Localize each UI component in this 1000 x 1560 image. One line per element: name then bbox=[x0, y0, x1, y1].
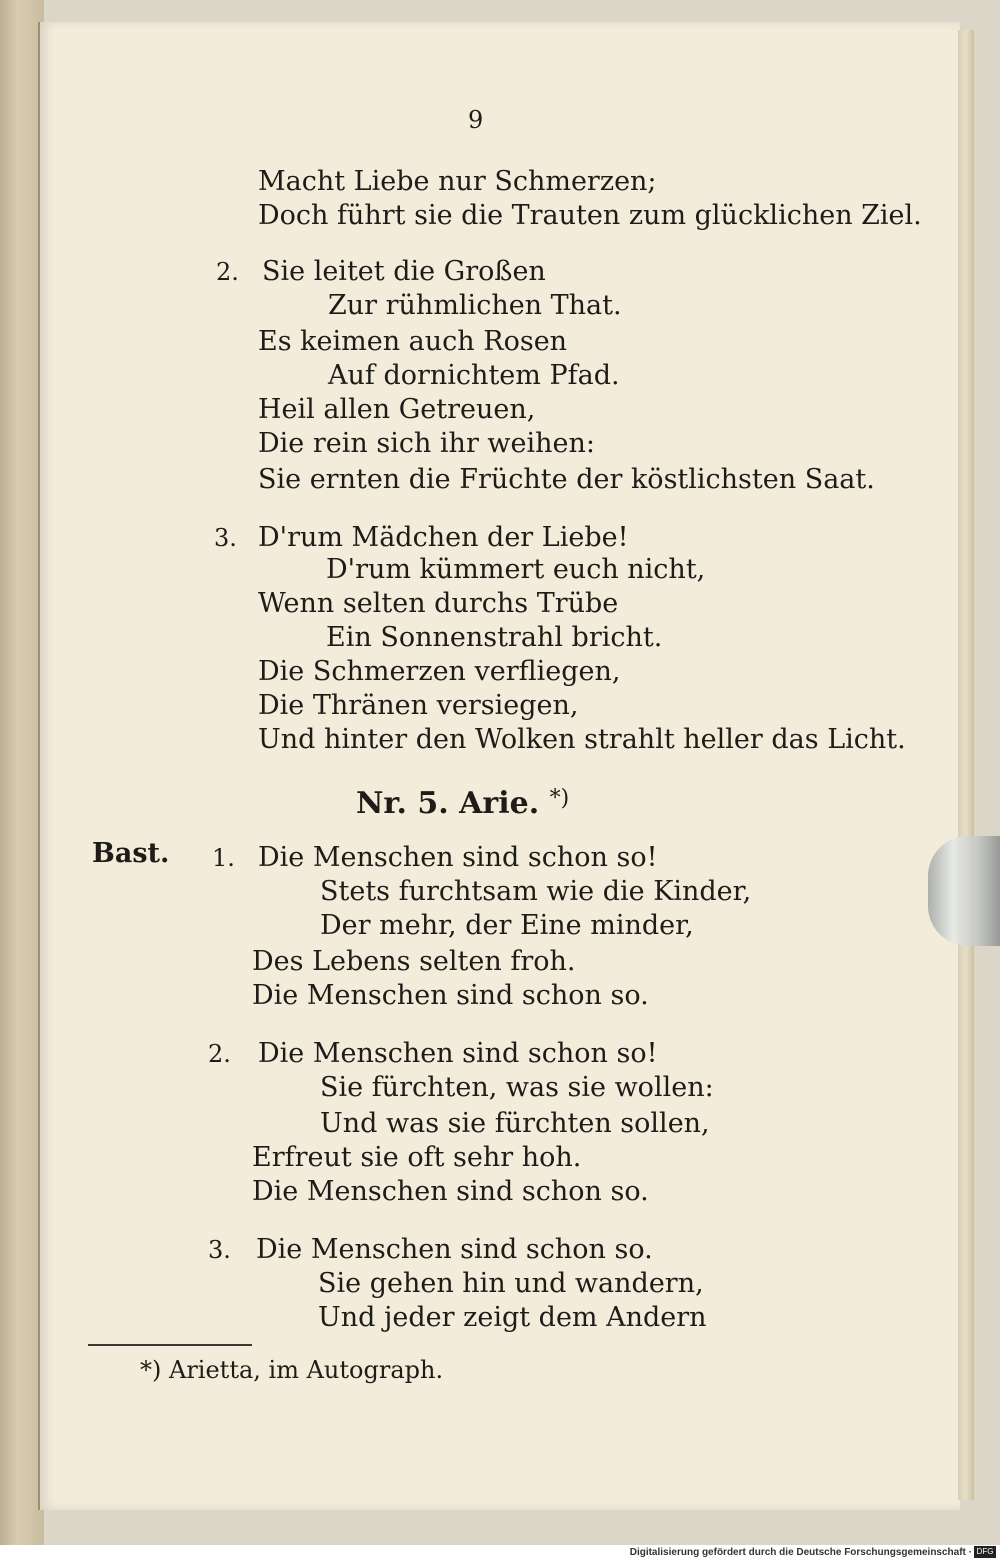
verse-line: D'rum kümmert euch nicht, bbox=[326, 554, 706, 585]
verse-line: Zur rühmlichen That. bbox=[328, 290, 622, 321]
verse-line: Erfreut sie oft sehr hoh. bbox=[252, 1142, 582, 1173]
verse-line: Sie leitet die Großen bbox=[262, 256, 546, 287]
dfg-logo: DFG bbox=[974, 1546, 996, 1558]
verse-line: Sie fürchten, was sie wollen: bbox=[320, 1072, 714, 1103]
verse-line: Macht Liebe nur Schmerzen; bbox=[258, 166, 657, 197]
section-heading bbox=[356, 786, 569, 821]
verse-line: Sie gehen hin und wandern, bbox=[318, 1268, 704, 1299]
verse-number: 3. bbox=[208, 1236, 231, 1264]
page-clip bbox=[928, 836, 1000, 946]
footnote: *) Arietta, im Autograph. bbox=[140, 1356, 444, 1384]
verse-line: Die Menschen sind schon so. bbox=[256, 1234, 653, 1265]
verse-line: Es keimen auch Rosen bbox=[258, 326, 568, 357]
verse-line: Und jeder zeigt dem Andern bbox=[318, 1302, 707, 1333]
verse-number: 2. bbox=[216, 258, 239, 286]
verse-line: Sie ernten die Früchte der köstlichsten Saat. bbox=[258, 464, 875, 495]
verse-number: 2. bbox=[208, 1040, 231, 1068]
verse-line: Die Menschen sind schon so. bbox=[252, 980, 649, 1011]
verse-line: Ein Sonnenstrahl bricht. bbox=[326, 622, 663, 653]
speaker-label: Bast. bbox=[92, 838, 170, 869]
verse-line: Die rein sich ihr weihen: bbox=[258, 428, 596, 459]
page-number: 9 bbox=[468, 106, 484, 134]
footnote-rule bbox=[88, 1344, 252, 1346]
footnote-marker: *) bbox=[549, 786, 570, 811]
verse-number: 3. bbox=[214, 524, 237, 552]
verse-line: Und was sie fürchten sollen, bbox=[320, 1108, 710, 1139]
verse-line: Auf dornichtem Pfad. bbox=[328, 360, 620, 391]
verse-line: Wenn selten durchs Trübe bbox=[258, 588, 619, 619]
verse-line: Die Menschen sind schon so! bbox=[258, 1038, 658, 1069]
page-edge bbox=[958, 30, 974, 1500]
heading-title: Nr. 5. Arie. bbox=[356, 786, 540, 821]
verse-line: Und hinter den Wolken strahlt heller das Licht. bbox=[258, 724, 906, 755]
verse-line: Heil allen Getreuen, bbox=[258, 394, 536, 425]
verse-line: Der mehr, der Eine minder, bbox=[320, 910, 694, 941]
footer-credit: Digitalisierung gefördert durch die Deutsche Forschungsgemeinschaft · bbox=[629, 1547, 972, 1558]
verse-number: 1. bbox=[212, 844, 235, 872]
verse-line: Doch führt sie die Trauten zum glücklichen Ziel. bbox=[258, 200, 922, 231]
verse-line: Die Schmerzen verfliegen, bbox=[258, 656, 621, 687]
verse-line: Des Lebens selten froh. bbox=[252, 946, 576, 977]
verse-line: Die Thränen versiegen, bbox=[258, 690, 579, 721]
verse-line: Die Menschen sind schon so. bbox=[252, 1176, 649, 1207]
verse-line: Stets furchtsam wie die Kinder, bbox=[320, 876, 752, 907]
verse-line: D'rum Mädchen der Liebe! bbox=[258, 522, 629, 553]
verse-line: Die Menschen sind schon so! bbox=[258, 842, 658, 873]
